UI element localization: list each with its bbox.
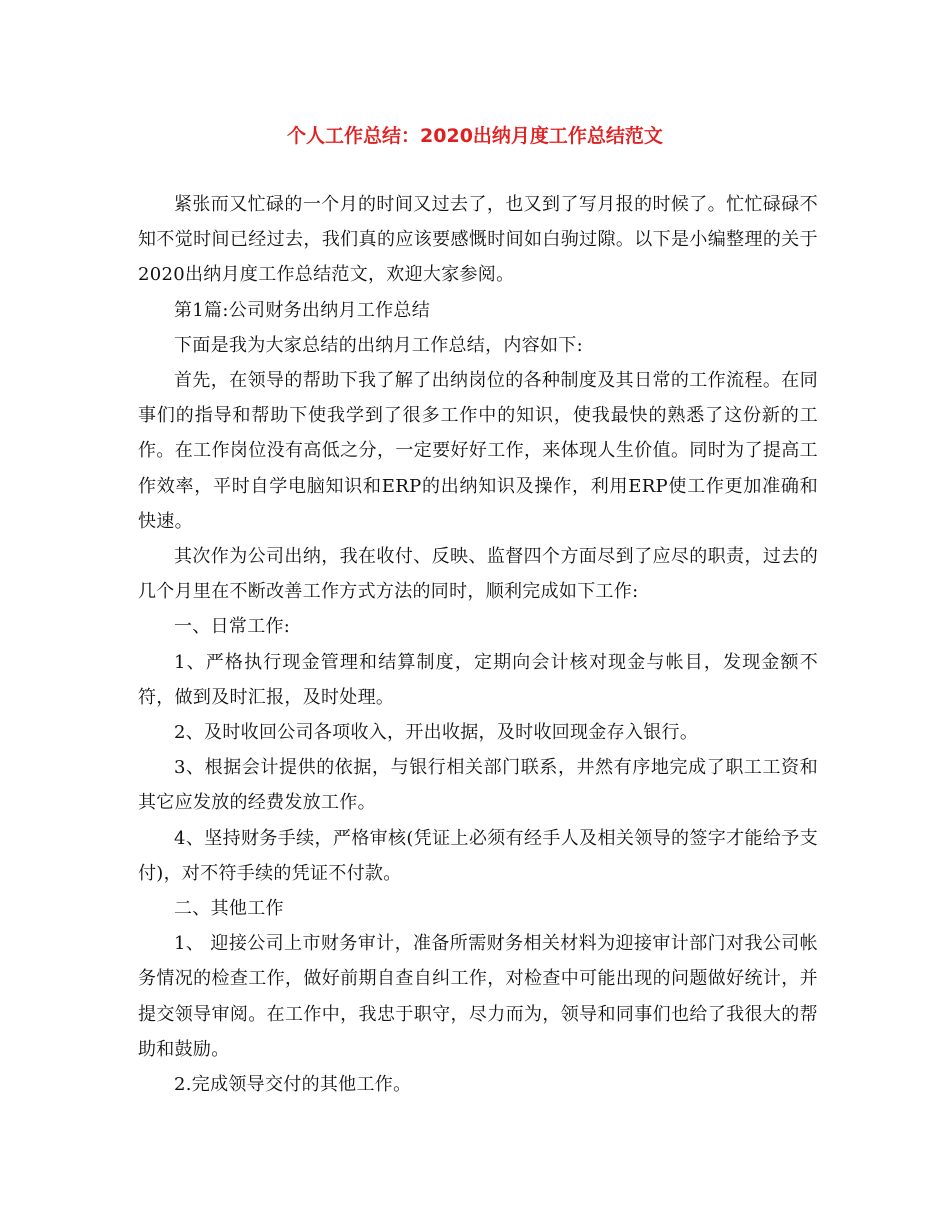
paragraph-item-2: 2、及时收回公司各项收入，开出收据，及时收回现金存入银行。 xyxy=(174,722,699,744)
paragraph-intro: 紧张而又忙碌的一个月的时间又过去了，也又到了写月报的时候了。忙忙碌碌不知不觉时间已经过去，我们真的应该要感慨时间如白驹过隙。以下是小编整理的关于2020出纳月度工作总结范文，欢迎大家参阅。 xyxy=(138,194,818,286)
paragraph-lead: 下面是我为大家总结的出纳月工作总结，内容如下: xyxy=(174,334,583,356)
document-title: 个人工作总结：2020出纳月度工作总结范文 xyxy=(287,125,663,147)
paragraph-other-work-heading: 二、其他工作 xyxy=(174,898,284,920)
paragraph-second: 其次作为公司出纳，我在收付、反映、监督四个方面尽到了应尽的职责，过去的几个月里在不断改善工作方式方法的同时，顺利完成如下工作: xyxy=(138,546,818,603)
paragraph-item-4: 4、坚持财务手续，严格审核(凭证上必须有经手人及相关领导的签字才能给予支付)，对不符手续的凭证不付款。 xyxy=(138,827,818,884)
paragraph-item-3: 3、根据会计提供的依据，与银行相关部门联系，井然有序地完成了职工工资和其它应发放的经费发放工作。 xyxy=(138,757,818,814)
paragraph-daily-work-heading: 一、日常工作: xyxy=(174,616,291,638)
document-body xyxy=(138,187,818,1102)
paragraph-other-item-2: 2.完成领导交付的其他工作。 xyxy=(174,1074,412,1096)
paragraph-item-1: 1、严格执行现金管理和结算制度，定期向会计核对现金与帐目，发现金额不符，做到及时汇报，及时处理。 xyxy=(138,651,818,708)
paragraph-section-heading: 第1篇:公司财务出纳月工作总结 xyxy=(174,299,431,321)
paragraph-other-item-1: 1、 迎接公司上市财务审计，准备所需财务相关材料为迎接审计部门对我公司帐务情况的检查工作，做好前期自查自纠工作，对检查中可能出现的问题做好统计，并提交领导审阅。在工作中，我忠于职守，尽力而为，领导和同事们也给了我很大的帮助和鼓励。 xyxy=(138,933,818,1060)
paragraph-first: 首先，在领导的帮助下我了解了出纳岗位的各种制度及其日常的工作流程。在同事们的指导和帮助下使我学到了很多工作中的知识，使我最快的熟悉了这份新的工作。在工作岗位没有高低之分，一定要好好工作，来体现人生价值。同时为了提高工作效率，平时自学电脑知识和ERP的出纳知识及操作，利用ERP使工作更加准确和快速。 xyxy=(138,370,818,532)
